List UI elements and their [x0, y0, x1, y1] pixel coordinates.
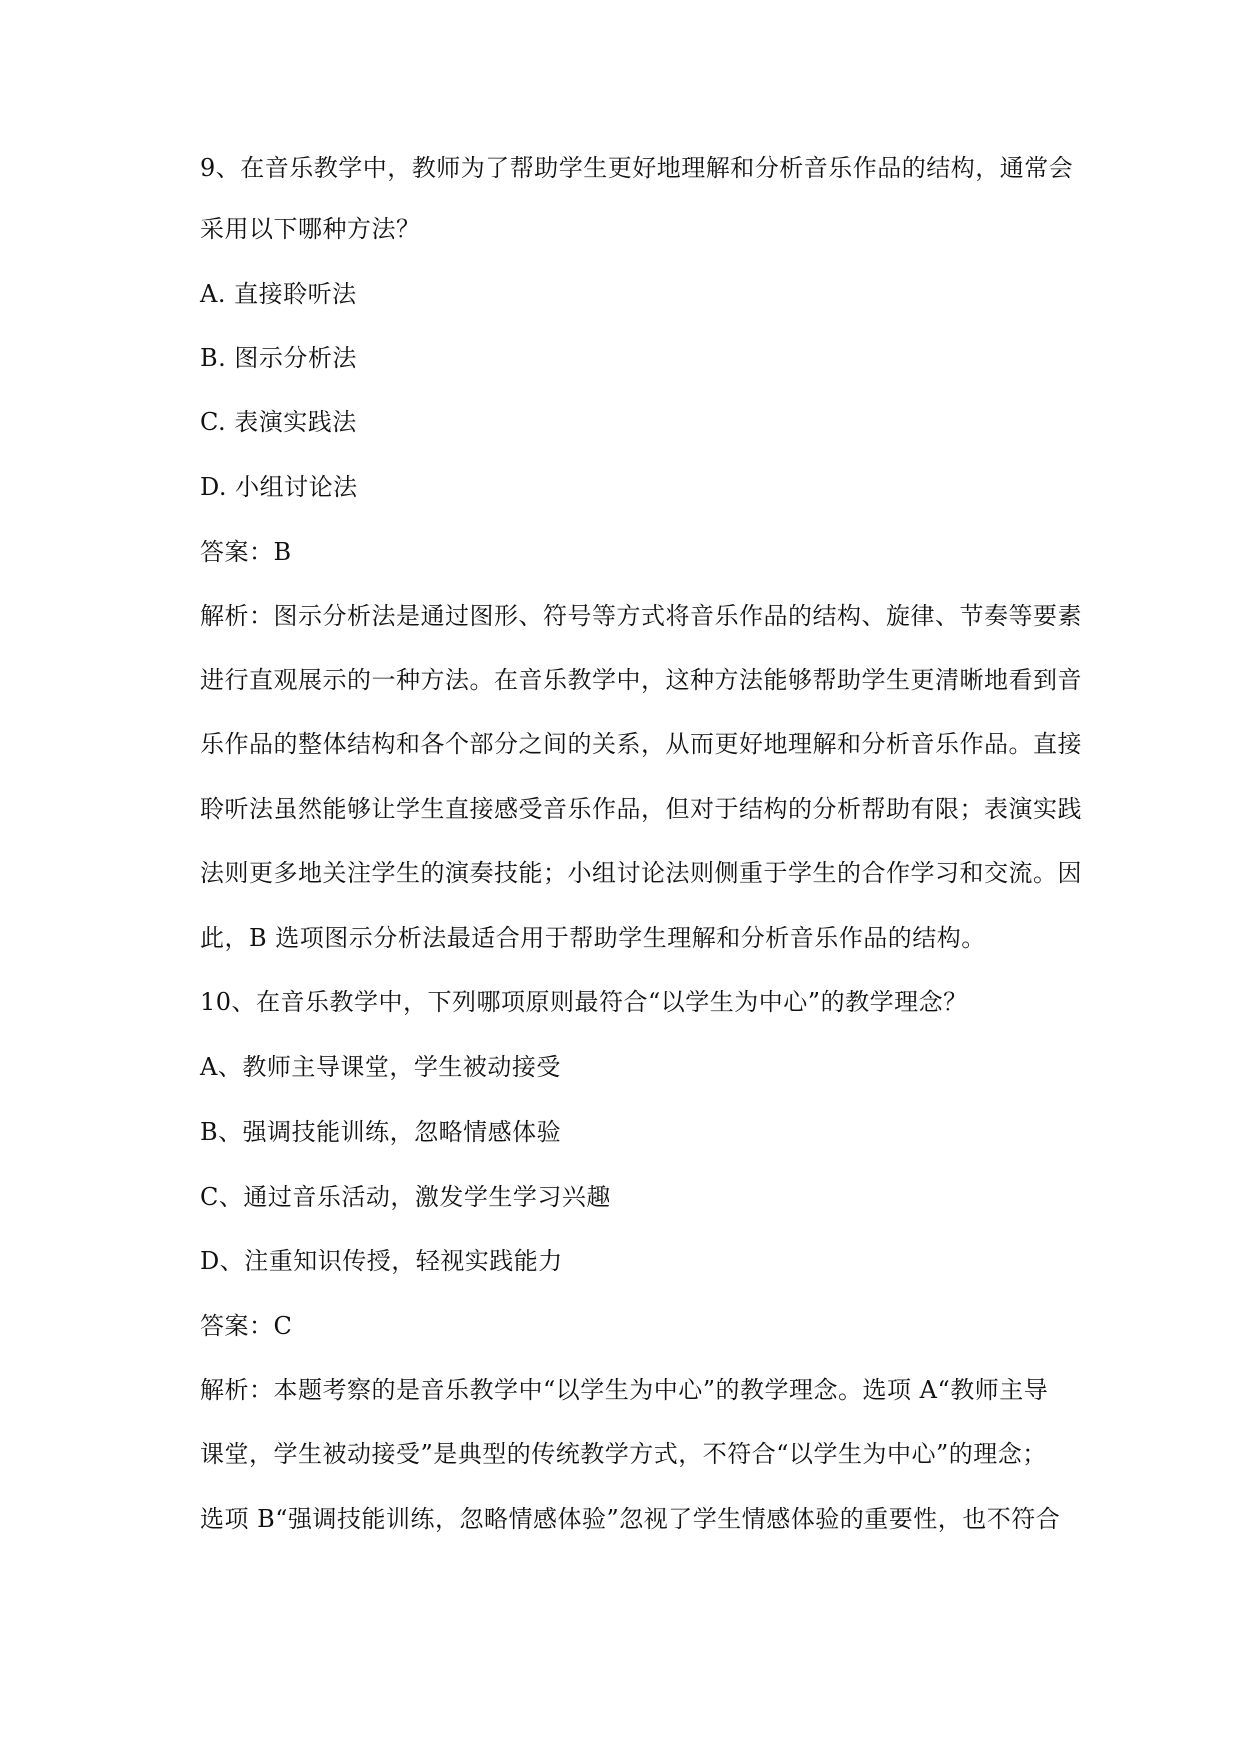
q10-option-c: C、通过音乐活动，激发学生学习兴趣 [200, 1183, 611, 1211]
q9-option-a: A. 直接聆听法 [200, 280, 357, 308]
q9-question-line-2: 采用以下哪种方法？ [200, 215, 421, 243]
q9-analysis-line: 解析：图示分析法是通过图形、符号等方式将音乐作品的结构、旋律、节奏等要素 [200, 602, 1082, 630]
q10-option-a: A、教师主导课堂，学生被动接受 [200, 1053, 561, 1081]
q10-question: 10、在音乐教学中，下列哪项原则最符合“以学生为中心”的教学理念？ [200, 988, 968, 1016]
q9-analysis-line: 进行直观展示的一种方法。在音乐教学中，这种方法能够帮助学生更清晰地看到音 [200, 666, 1082, 694]
q9-analysis-line: 聆听法虽然能够让学生直接感受音乐作品，但对于结构的分析帮助有限；表演实践 [200, 795, 1082, 823]
q9-analysis-line: 此，B 选项图示分析法最适合用于帮助学生理解和分析音乐作品的结构。 [200, 924, 986, 952]
q9-analysis-line: 乐作品的整体结构和各个部分之间的关系，从而更好地理解和分析音乐作品。直接 [200, 730, 1082, 758]
q10-analysis-line: 选项 B“强调技能训练，忽略情感体验”忽视了学生情感体验的重要性，也不符合 [200, 1505, 1061, 1533]
q10-option-b: B、强调技能训练，忽略情感体验 [200, 1118, 562, 1146]
q9-answer: 答案：B [200, 538, 292, 566]
q10-analysis-line: 解析：本题考察的是音乐教学中“以学生为中心”的教学理念。选项 A“教师主导 [200, 1376, 1049, 1404]
q10-option-d: D、注重知识传授，轻视实践能力 [200, 1247, 563, 1275]
q9-option-c: C. 表演实践法 [200, 408, 357, 436]
q10-analysis-line: 课堂，学生被动接受”是典型的传统教学方式，不符合“以学生为中心”的理念； [200, 1440, 1047, 1468]
q9-option-b: B. 图示分析法 [200, 344, 357, 372]
q9-analysis-line: 法则更多地关注学生的演奏技能；小组讨论法则侧重于学生的合作学习和交流。因 [200, 859, 1082, 887]
q9-question-line-1: 9、在音乐教学中，教师为了帮助学生更好地理解和分析音乐作品的结构，通常会 [200, 154, 1074, 182]
q10-answer: 答案：C [200, 1312, 293, 1340]
q9-option-d: D. 小组讨论法 [200, 473, 358, 501]
